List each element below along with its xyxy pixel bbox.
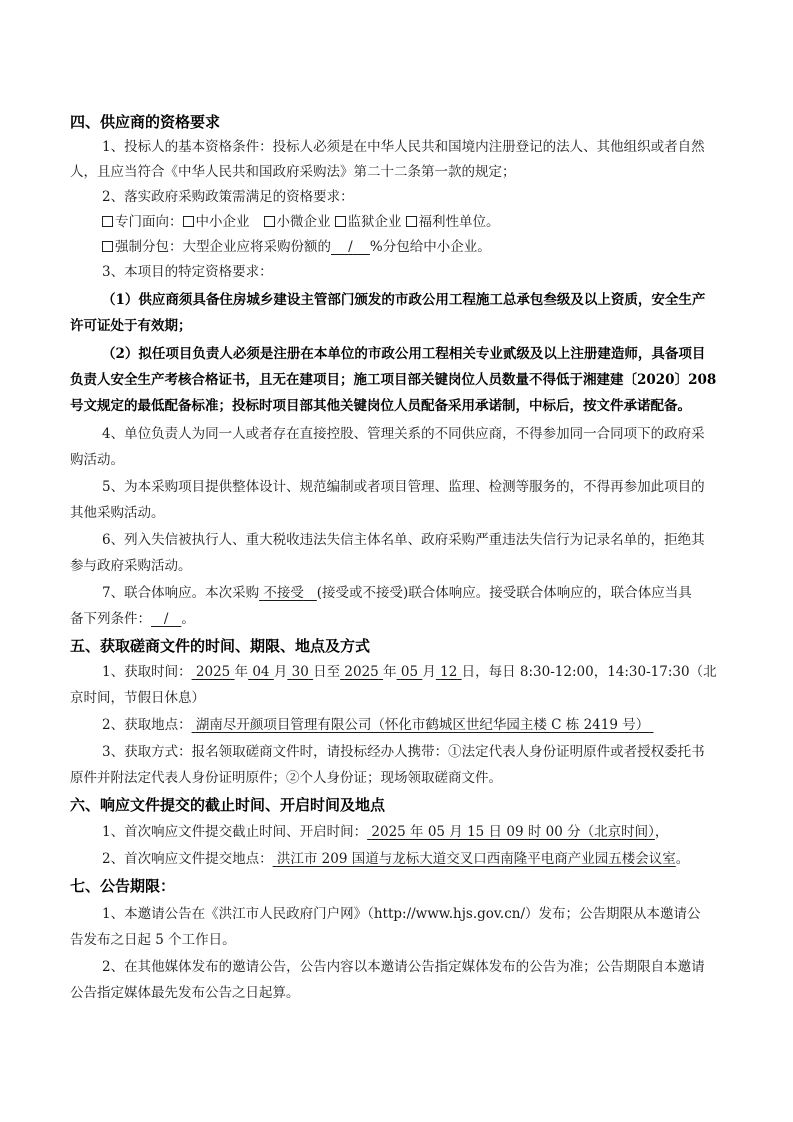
checkbox-dedicated[interactable] xyxy=(102,216,113,227)
subcontract-suffix: %分包给中小企业。 xyxy=(369,239,491,255)
s4-item3: 3、本项目的特定资格要求： xyxy=(102,264,273,280)
s7-p1-line1: 1、本邀请公告在《洪江市人民政府门户网》（http://www.hjs.gov.cn/）发布；公告期限从本邀请公 xyxy=(102,906,701,922)
checkbox-micro-label: 小微企业 xyxy=(276,214,331,230)
s4-item2: 2、落实政府采购政策需满足的资格要求： xyxy=(102,189,354,205)
s5-method-line2: 原件并附法定代表人身份证明原件；②个人身份证；现场领取磋商文件。 xyxy=(70,770,502,786)
s4-item6-line2: 参与政府采购活动。 xyxy=(70,558,192,574)
s5-place: 2、获取地点： 湖南尽开颜项目管理有限公司（怀化市鹤城区世纪华园主楼 C 栋 2419 号） xyxy=(0,715,793,735)
s4-item5-line1: 5、为本采购项目提供整体设计、规范编制或者项目管理、监理、检测等服务的，不得再参加此项目的 xyxy=(102,479,705,495)
s4-item7-line2: 备下列条件： / 。 xyxy=(70,611,195,627)
s7-p2-line2: 公告指定媒体最先发布公告之日起算。 xyxy=(70,985,300,1001)
checkbox-subcontract[interactable] xyxy=(102,241,113,252)
subcontract-text: 强制分包：大型企业应将采购份额的 xyxy=(115,239,331,255)
s4-policy-checkboxes xyxy=(0,212,793,232)
s6-location: 2、首次响应文件提交地点： 洪江市 209 国道与龙标大道交叉口西南隆平电商产业园五楼会议室。 xyxy=(102,851,690,867)
s4-req1-line2: 许可证处于有效期； xyxy=(70,318,192,334)
s4-item7-line1 xyxy=(0,583,793,603)
consortium-text-2: (接受或不接受)联合体响应。接受联合体响应的，联合体应当具 xyxy=(316,585,692,601)
s4-req2-line3: 号文规定的最低配备标准；投标时项目部其他关键岗位人员配备采用承诺制，中标后，按文件承诺配备。 xyxy=(70,398,691,414)
checkbox-sme[interactable] xyxy=(183,216,194,227)
section-5-heading: 五、获取磋商文件的时间、期限、地点及方式 xyxy=(70,637,371,655)
s6-deadline: 1、首次响应文件提交截止时间、开启时间： 2025 年 05 月 15 日 09 时 00 分（北京时间）， xyxy=(102,824,669,840)
s4-item4-line2: 购活动。 xyxy=(70,452,124,468)
s5-time-line2: 京时间，节假日休息） xyxy=(70,690,205,706)
s4-item6-line1: 6、列入失信被执行人、重大税收违法失信主体名单、政府采购严重违法失信行为记录名单的，拒绝其 xyxy=(102,532,705,548)
s5-method-line1: 3、获取方式：报名领取磋商文件时，请投标经办人携带：①法定代表人身份证明原件或者授权委托书 xyxy=(102,744,705,760)
s5-time-line1: 1、获取时间： 2025 年 04 月 30 日至 2025 年 05 月 12 日，每日 8:30-12:00，14:30-17:30（北 xyxy=(102,664,717,680)
consortium-value: 不接受 xyxy=(263,585,304,601)
deadline-value: 2025 年 05 月 15 日 09 时 00 分（北京时间） xyxy=(371,824,655,840)
section-4-heading: 四、供应商的资格要求 xyxy=(70,113,221,131)
start-day: 30 xyxy=(291,664,309,680)
s4-subcontract xyxy=(0,237,793,257)
pickup-place-value: 湖南尽开颜项目管理有限公司（怀化市鹤城区世纪华园主楼 C 栋 2419 号） xyxy=(195,717,650,733)
s4-item5-line2: 其他采购活动。 xyxy=(70,505,165,521)
consortium-conditions-value: / xyxy=(163,611,169,627)
s4-item1-line2: 人，且应当符合《中华人民共和国政府采购法》第二十二条第一款的规定； xyxy=(70,164,516,180)
section-7-heading: 七、公告期限： xyxy=(70,877,176,895)
checkbox-welfare[interactable] xyxy=(406,216,417,227)
consortium-text: 7、联合体响应。本次采购 xyxy=(102,585,260,601)
checkbox-prison-label: 监狱企业 xyxy=(347,214,402,230)
section-6-heading: 六、响应文件提交的截止时间、开启时间及地点 xyxy=(70,796,386,814)
checkbox-dedicated-label: 专门面向： xyxy=(115,214,183,230)
end-month: 05 xyxy=(400,664,419,680)
start-month: 04 xyxy=(252,664,270,680)
start-year: 2025 xyxy=(195,664,231,680)
s4-req1-line1: （1）供应商须具备住房城乡建设主管部门颁发的市政公用工程施工总承包叁级及以上资质，安全生产 xyxy=(102,292,706,308)
end-year: 2025 xyxy=(344,664,379,680)
end-day: 12 xyxy=(440,664,458,680)
subcontract-value: / xyxy=(348,239,353,255)
s4-req2-line1: （2）拟任项目负责人必须是注册在本单位的市政公用工程相关专业贰级及以上注册建造师，具备项目 xyxy=(102,346,706,362)
s4-item4-line1: 4、单位负责人为同一人或者存在直接控股、管理关系的不同供应商，不得参加同一合同项下的政府采 xyxy=(102,426,705,442)
checkbox-welfare-label: 福利性单位。 xyxy=(418,214,500,230)
s7-p2-line1: 2、在其他媒体发布的邀请公告，公告内容以本邀请公告指定媒体发布的公告为准；公告期限自本邀请 xyxy=(102,959,705,975)
submission-location-value: 洪江市 209 国道与龙标大道交叉口西南隆平电商产业园五楼会议室 xyxy=(276,851,676,867)
checkbox-micro[interactable] xyxy=(264,216,275,227)
s4-req2-line2: 负责人安全生产考核合格证书，且无在建项目；施工项目部关键岗位人员数量不得低于湘建建〔2020〕208 xyxy=(70,372,717,388)
checkbox-prison[interactable] xyxy=(335,216,346,227)
checkbox-sme-label: 中小企业 xyxy=(195,214,250,230)
consortium-conditions-text: 备下列条件： xyxy=(70,611,151,627)
s4-item1-line1: 1、投标人的基本资格条件：投标人必须是在中华人民共和国境内注册登记的法人、其他组织或者自然 xyxy=(102,139,705,155)
s7-p1-line2: 告发布之日起 5 个工作日。 xyxy=(70,932,236,948)
